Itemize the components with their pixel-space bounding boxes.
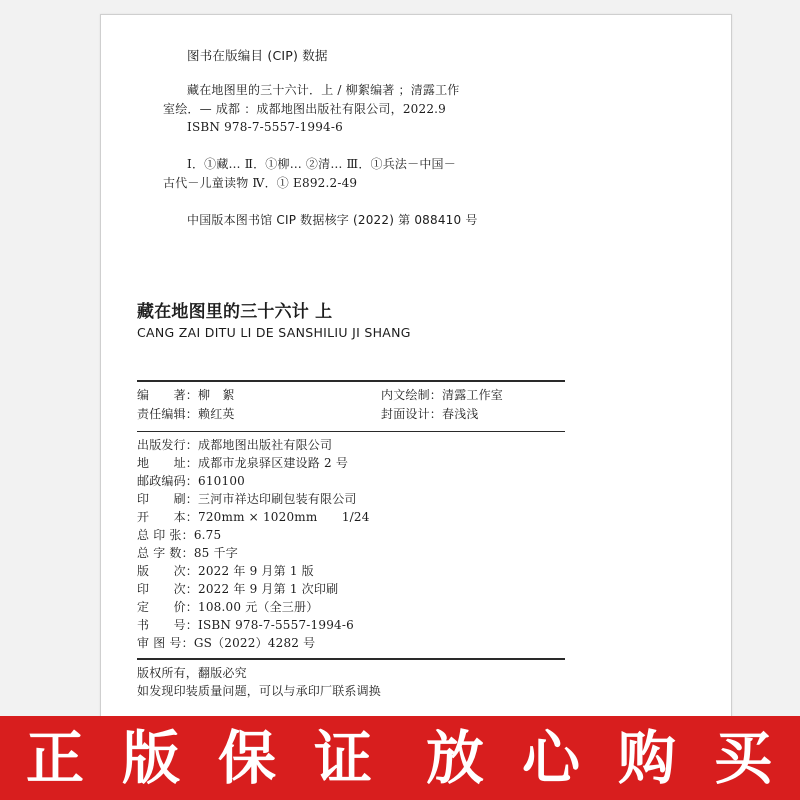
banner-char: 版 <box>121 724 180 792</box>
pub-publisher: 出版发行：成都地图出版社有限公司 <box>137 438 333 452</box>
banner-char: 购 <box>617 724 676 792</box>
pub-word-count: 总 字 数：85 千字 <box>137 546 238 560</box>
cip-line-2: 室绘．— 成都 ：成都地图出版社有限公司，2022.9 <box>163 102 447 116</box>
banner-char: 放 <box>425 724 484 792</box>
cip-record-number: 中国版本图书馆 CIP 数据核字 (2022) 第 088410 号 <box>187 213 478 227</box>
banner-char: 证 <box>313 724 372 792</box>
pub-sheets: 总 印 张：6.75 <box>137 528 222 542</box>
pub-price: 定 价：108.00 元（全三册） <box>137 600 319 614</box>
banner-char: 保 <box>217 724 276 792</box>
pub-printer: 印 刷：三河市祥达印刷包装有限公司 <box>137 492 357 506</box>
banner-char: 心 <box>521 724 580 792</box>
pub-impression: 印 次：2022 年 9 月第 1 次印刷 <box>137 582 339 596</box>
authentic-guarantee-banner <box>0 716 800 800</box>
divider-middle <box>137 431 565 432</box>
pub-postcode: 邮政编码：610100 <box>137 474 246 488</box>
cip-classification-2: 古代－儿童读物 Ⅳ．① E892.2-49 <box>163 176 358 190</box>
cip-isbn: ISBN 978-7-5557-1994-6 <box>187 120 343 134</box>
book-pinyin-title: CANG ZAI DITU LI DE SANSHILIU JI SHANG <box>137 325 411 340</box>
pub-edition: 版 次：2022 年 9 月第 1 版 <box>137 564 314 578</box>
credit-cover: 封面设计：春浅浅 <box>381 407 479 421</box>
book-title: 藏在地图里的三十六计 上 <box>137 302 333 322</box>
credit-illustration: 内文绘制：清露工作室 <box>381 388 504 402</box>
banner-char: 正 <box>25 724 84 792</box>
divider-bottom <box>137 658 565 660</box>
credit-editor: 责任编辑：赖红英 <box>137 407 235 421</box>
copyright-page <box>100 14 732 717</box>
pub-address: 地 址：成都市龙泉驿区建设路 2 号 <box>137 456 349 470</box>
divider-top <box>137 380 565 382</box>
pub-format: 开 本：720mm × 1020mm 1/24 <box>137 510 370 524</box>
cip-line-1: 藏在地图里的三十六计．上 / 柳絮编著 ；清露工作 <box>187 83 460 97</box>
cip-classification-1: Ⅰ．①藏… Ⅱ．①柳… ②清… Ⅲ．①兵法－中国－ <box>187 157 456 171</box>
quality-notice: 如发现印装质量问题，可以与承印厂联系调换 <box>137 684 382 698</box>
credit-author: 编 著：柳 絮 <box>137 388 235 402</box>
pub-map-approval: 审 图 号：GS（2022）4282 号 <box>137 636 316 650</box>
pub-isbn: 书 号：ISBN 978-7-5557-1994-6 <box>137 618 354 632</box>
banner-char: 买 <box>713 724 772 792</box>
cip-heading: 图书在版编目 (CIP) 数据 <box>187 48 328 63</box>
copyright-notice: 版权所有，翻版必究 <box>137 666 247 680</box>
